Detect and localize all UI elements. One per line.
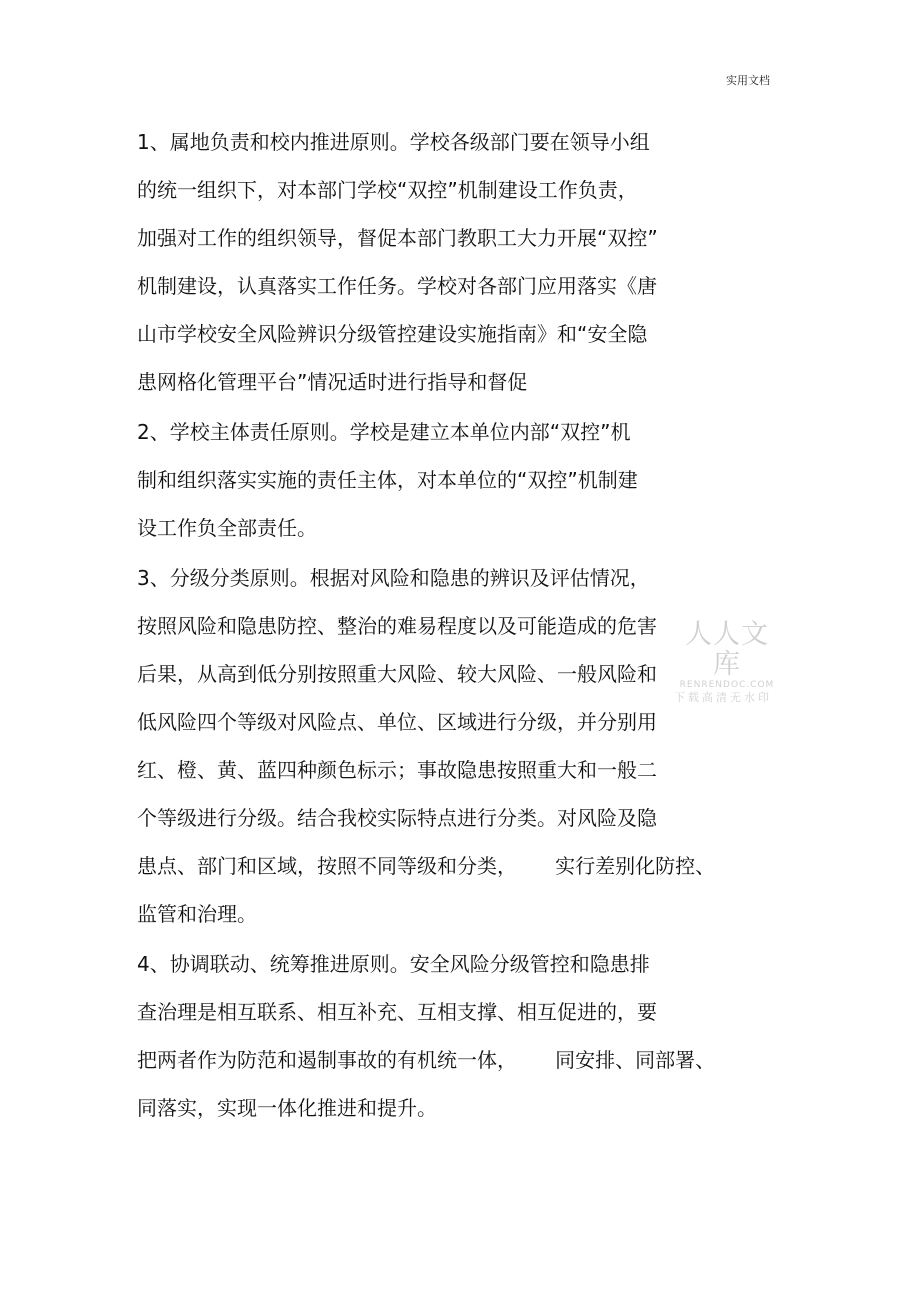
body-line: 山市学校安全风险辨识分级管控建设实施指南》和“安全隐 xyxy=(137,322,648,346)
body-line: 1、属地负责和校内推进原则。学校各级部门要在领导小组 xyxy=(137,130,650,154)
body-line: 个等级进行分级。结合我校实际特点进行分类。对风险及隐 xyxy=(137,806,657,830)
body-line: 监管和治理。 xyxy=(137,902,257,926)
body-line: 按照风险和隐患防控、整治的难易程度以及可能造成的危害 xyxy=(137,614,657,638)
body-line: 2、学校主体责任原则。学校是建立本单位内部“双控”机 xyxy=(137,420,631,444)
body-line: 4、协调联动、统筹推进原则。安全风险分级管控和隐患排 xyxy=(137,952,650,976)
body-line: 3、分级分类原则。根据对风险和隐患的辨识及评估情况， xyxy=(137,566,650,590)
body-line: 机制建设，认真落实工作任务。学校对各部门应用落实《唐 xyxy=(137,274,657,298)
body-line: 加强对工作的组织领导，督促本部门教职工大力开展“双控” xyxy=(137,226,658,250)
watermark-subtitle: 下载高清无水印 xyxy=(674,691,772,704)
body-line: 查治理是相互联系、相互补充、互相支撑、相互促进的，要 xyxy=(137,1000,657,1024)
watermark-logo xyxy=(672,620,782,704)
body-line: 患网格化管理平台”情况适时进行指导和督促 xyxy=(137,370,528,394)
body-line: 把两者作为防范和遏制事故的有机统一体， 同安排、同部署、 xyxy=(137,1048,716,1072)
body-line: 同落实，实现一体化推进和提升。 xyxy=(137,1096,437,1120)
body-line: 设工作负全部责任。 xyxy=(137,516,317,540)
watermark-title: 人人文库 xyxy=(685,619,769,680)
body-line: 后果，从高到低分别按照重大风险、较大风险、一般风险和 xyxy=(137,662,657,686)
body-line: 低风险四个等级对风险点、单位、区域进行分级，并分别用 xyxy=(137,710,657,734)
body-line: 的统一组织下，对本部门学校“双控”机制建设工作负责， xyxy=(137,178,638,202)
body-line: 红、橙、黄、蓝四种颜色标示；事故隐患按照重大和一般二 xyxy=(137,758,657,782)
watermark-domain: RENRENDOC.COM xyxy=(679,680,775,690)
body-line: 患点、部门和区域，按照不同等级和分类， 实行差别化防控、 xyxy=(137,854,716,878)
page-header-label: 实用文档 xyxy=(726,74,770,87)
body-line: 制和组织落实实施的责任主体，对本单位的“双控”机制建 xyxy=(137,468,638,492)
